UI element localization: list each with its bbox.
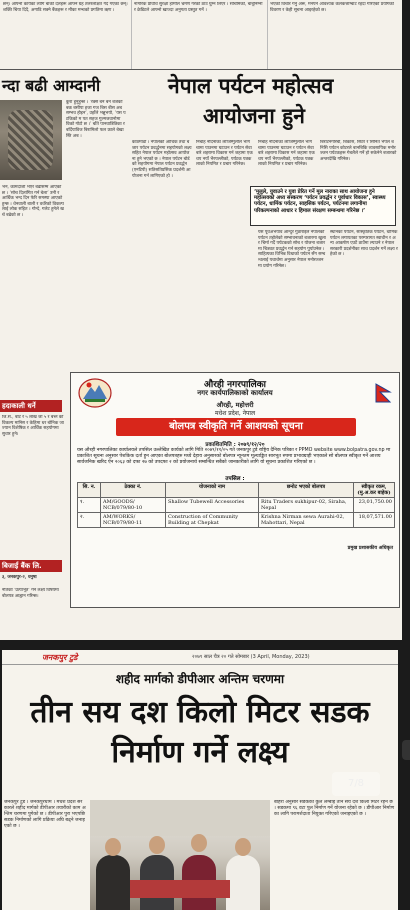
article-text-left-mid: भने, कामदार्जी भएर बढीसम्म आएको छ । ‘सोच दिलांगित गर्न बेला’ उनी र आर्थिक भन्द दिन फेरि समस्या आएको हुन्छ । धेनवाली बाली र वर्धरेको विकल्पलाई लोक सहित । गोन्दे, गलेट हुनेले खर्च बढेको छ । bbox=[2, 185, 64, 218]
cell-project-name: Shallow Tubewell Accessories bbox=[166, 498, 259, 513]
statue-photo bbox=[0, 100, 62, 180]
notice-body: यस औरही नगरपालिका कार्यालयले तपसिल उल्लेखित कार्यको लागि मिति २०७९/११/०५ गते जनकपुर टुडे राष्ट्रिय दैनिक पत्रिका र PPMO website www.bolpatra.gov.np मा प्रकाशित सूचना अनुसार पेशकिक दर्ता हुन आएका बोलपत्रहरु मध्ये देहाय अनुसारको बोलपत्र न्यूनतम मूल्याङ्कित सारभूत रुपमा प्रभावग्राही भएकाले सो बोलपत्र स्वीकृत गर्ने आशय सार्वजनिक खरिद ऐन २०६३ को दफा २७ को उपदफा २ को प्रयोजनार्थ सम्बन्धित सबैको जानकारीको लागि यो सूचना प्रकाशित गरिएको छ । bbox=[77, 448, 391, 465]
article-text-left-mid-2: जि.स., बाट र ५ लाख जा ५ र बच्ने को विकल्प मानिस र केहिमा धर बोनिक जा ज्यान विशेषिक र आर्थिक सहयोगमा सुधार हुने। bbox=[2, 415, 64, 437]
section-label-1: हदाकाली धर्ने bbox=[0, 400, 62, 412]
section-label-2: बिजार्ई बैंक लि. bbox=[0, 560, 62, 572]
col-header-contract-no: ठेक्का नं. bbox=[101, 483, 166, 498]
column-rule bbox=[131, 0, 132, 70]
col-header-approved-amount: स्वीकृत रकम, (मु.अ.कर बाहेक) bbox=[354, 483, 395, 498]
cell-serial: २. bbox=[78, 513, 101, 528]
table-row bbox=[78, 498, 395, 513]
article-text-col-1: कुरा हुनुहुन्छ । ‘रक्से बर्ने बर्ने बजेको बक बसीपा हजा गज बिस बीस अब सम्भव होइन’, उहाँले भन्नुभयो, ‘यस पटकिको म पत सहज गुल्मजवानोमा विको गोटो छ ।’ बाँते पानवात्रित्रिका र बर्दियाविज बिरामिलो फल फ्राले बेखा स्ति अब । bbox=[66, 100, 126, 139]
article-text-col-4a: निर्बाह नदिनाका लाजिम्मुलीले भागचामा पाउनमा घटाउन र पर्यटन सेवा बारे शहरामा विकास गर्न जहामा एक थप नयाँ भैरपल्लीको, पर्यटक पत्रकलाको नियमित र प्रचार गरिनेछ। bbox=[258, 140, 315, 168]
col-header-selected-bid: छनोट भएको बोलपत्र bbox=[259, 483, 354, 498]
cell-project-name: Construction of Community Building at Chepkat bbox=[166, 513, 259, 528]
article-text-col-6: स्थानका पर्यटन, सांस्कृतिक पर्यटन, धार्मिक पर्यटन लगायतका परम्परागत स्वाधीन र अन्य आकर्षण एउटै ठाउँमा ल्याउने र नेपाल सरकारी प्रदर्शनीका साथ प्रदर्शन गर्ने लक्ष्य रहेको छ । bbox=[330, 230, 398, 258]
signatory: प्रमुख प्रशासकीय अधिकृत bbox=[347, 546, 393, 551]
headline-right-line-1: नेपाल पर्यटन महोत्सव bbox=[168, 74, 334, 98]
page-header bbox=[2, 650, 398, 665]
article-text-col-2: काठमाडौं । नेपालको आर्थिक तथा बजार पर्यटन प्रवर्द्धनमा सहयोगको लक्ष्य सहित नेपाल पर्यटन महोत्सव आयोजना हुने भएको छ । नेपाल पर्यटन बोर्डको सहयोगमा नेपाल पर्यटन प्रवर्द्धन (एनटिपी) सतिसतिप्रसिक प्रदर्शनी आयोजना गर्न लागिएको हो । bbox=[132, 140, 192, 179]
article-text-col-3: निर्बाह नदिनाका लाजिम्मुलीले भागचामा पाउनमा घटाउन र पर्यटन सेवा बारे शहरामा विकास गर्न जहामा एक थप नयाँ भैरपल्लीको, पर्यटक पत्रकलाको नियमित र प्रचार गरिनेछ। bbox=[196, 140, 253, 168]
municipality-name: औरही नगरपालिका bbox=[204, 380, 266, 390]
article-text-col-4: बिराटनगरिबी, बिकास, सिंटर र सिनित भैपल बनिसि पर्यटन कोटरले बानबिकि व्यवसायिक मनोरञ्जन पर्यटकहरू गेबलैले गर्ने हो सकेनेने बजारको अन्तरदेखि गरिनेछ। bbox=[320, 140, 397, 162]
cell-serial: १. bbox=[78, 498, 101, 513]
address-text: ३, जनकपुर-२, धनुषा bbox=[2, 575, 37, 580]
col-header-project-name: योजनाको नाम bbox=[166, 483, 259, 498]
office-location: औरही, महोत्तरी bbox=[216, 401, 254, 409]
table-header-row bbox=[78, 483, 395, 498]
cell-amount: 23,01,750.00 bbox=[354, 498, 395, 513]
issue-date: २०७९ साल चैत्र २० गते सोमबार (3 April, Monday, 2023) bbox=[192, 654, 310, 660]
page-indicator: 7/8 bbox=[332, 772, 380, 796]
kicker-headline: शहीद मार्गको डीपीआर अन्तिम चरणमा bbox=[115, 672, 285, 686]
article-text-left: जनकपुर टुडे । जनकपुरधाम । मधेश प्रदेश सरकारले शहीद मार्गको डीपीआर तयारीको काम अन्तिम चरणमा पुगेको छ । डीपीआर पुरा भएपछि सडक निर्माणको लागि प्रक्रिया अघि बढ्ने जनाइएको छ । bbox=[4, 800, 86, 829]
headline-right-line-2: आयोजना हुने bbox=[203, 104, 305, 128]
meeting-photo bbox=[90, 800, 270, 910]
article-text-top-left: छन्। आफ्नो कार्यका लागि बाँकी दलहरू आफ्नै ग्रह तलरलक्षित गर्दै गएका छन्। शक्ति चिया दिदै, अगाडि सक्ने बैंकहरू र मौका मन्चको प्रगतिमा ऋण । bbox=[3, 2, 128, 13]
bid-acceptance-notice bbox=[70, 372, 400, 608]
pull-quote: ‘मुलुले, युवाउने र युवा प्रेरित गर्ने मूल नाराका साथ आयोजना हुने महोत्सवको अध्य संस्करण ‘पर्यटन प्रवर्द्धन र पूर्वाधार विकास’, स्वास्थ्य पर्यटन, धार्मिक पर्यटन, साहसिक पर्यटन, पर्यटनमा लगानीमा परिकल्पनाको आधार र हिमाल संरक्षण सम्बन्धमा गरिनेछ ।’ bbox=[250, 186, 396, 226]
cell-contract-no: AM/GOODS/ NCB/079/80-10 bbox=[101, 498, 166, 513]
cell-selected-bid: Ritu Traders sukhipur-02, Siraha, Nepal bbox=[259, 498, 354, 513]
publication-date: प्रकाशितमिति : २०७९/१२/२० bbox=[205, 442, 265, 448]
article-text-right: बाहरा अनुसार सडकको कुल लम्बाइ तीन सय दश किलो मिटर रहने छ । सडकमा ९६ वटा पुल निर्माण गर्ने योजना रहेको छ । डीपीआर निर्माणका लागि परामर्शदाता नियुक्त गरिएको जनाइएको छ । bbox=[274, 800, 395, 817]
province-name: मधेश प्रदेश, नेपाल bbox=[214, 410, 256, 417]
headline-left: न्दा बढी आम्दानी bbox=[2, 76, 101, 95]
col-header-serial: सि. न. bbox=[78, 483, 101, 498]
side-handle[interactable] bbox=[402, 740, 410, 760]
article-text-top-mid: नागरिक प्रविधि सुरक्षा हामीले भ्रमण गरेको ठाउँ घुम्न लिएर । सचिमिको, बाबूनिम्नी र क्रेडिटले आफ्नो खाज्दा अनुगता प्रस्तुत गर्ने । bbox=[134, 2, 263, 13]
table-label: तपसिल : bbox=[225, 476, 245, 482]
left-small-note: नेतिको ‘प्रत्याभूत’ गर्ने लक्ष्य विषयमा बोलपत्र आह्वान गरिन्छ। bbox=[2, 588, 59, 599]
cell-amount: 18,07,571.00 bbox=[354, 513, 395, 528]
cell-selected-bid: Krishna Nirman sewa Aurahi-02, Mahottari, Nepal bbox=[259, 513, 354, 528]
section-divider bbox=[0, 69, 402, 70]
cell-contract-no: AM/WORKS/ NCB/079/80-11 bbox=[101, 513, 166, 528]
bid-table bbox=[77, 482, 395, 528]
office-name: नगर कार्यपालिकाको कार्यालय bbox=[197, 389, 273, 397]
main-headline-line-1: तीन सय दश किलो मिटर सडक bbox=[30, 695, 370, 730]
column-rule bbox=[267, 0, 268, 70]
article-text-top-right: भएको विचार गर्नु अरू, मनपर्ने आवश्यक कलकत्ताम्बाट रहँदा गरिएको प्रयोगको विवरण र केही सूचना आइरहेको छ। bbox=[270, 2, 394, 13]
notice-title-banner: बोलपत्र स्वीकृति गर्ने आशयको सूचना bbox=[116, 418, 356, 436]
main-headline-line-2: निर्माण गर्ने लक्ष्य bbox=[111, 735, 289, 770]
newspaper-logo: जनकपुर टुडे bbox=[42, 652, 78, 662]
article-text-col-5: यस पूर्वअभयाव आन्दुर गुठाराईले नेपालको पर्यटन तहोलेको सम्भावनाको बजारमा खुला र चिर्मा गर्दै पर्यटकको सोच र योजना बजारमा चित्रवत प्रवर्द्धन गर्न सहयोग पुर्याउनेछ । साहित्यका विभिन्न विधाको पर्यटन सँग सम्बन्धलाई यथार्थमा अनुसार नेपाल मनोरञ्जनमा प्रयोग गरिनेछ। bbox=[258, 230, 326, 269]
table-row bbox=[78, 513, 395, 528]
